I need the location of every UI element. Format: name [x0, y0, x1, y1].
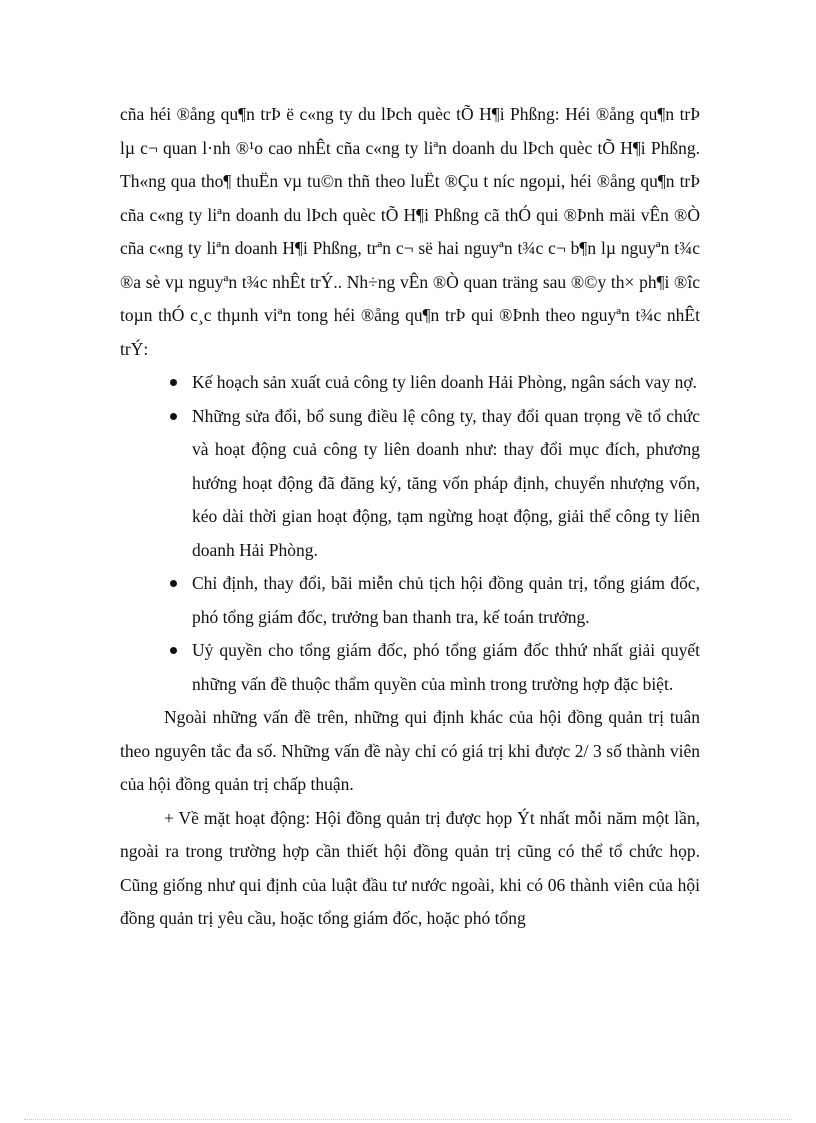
- bullet-item-appointments: [192, 567, 700, 634]
- bullet-text: Chỉ định, thay đổi, bãi miễn chủ tịch hội đồng quản trị, tổng giám đốc, phó tổng giám đốc, trưởng ban thanh tra, kế toán trưởng.: [192, 573, 700, 627]
- bullet-text: Kế hoạch sản xuất cuả công ty liên doanh Hải Phòng, ngân sách vay nợ.: [192, 372, 697, 392]
- bullet-item-production-plan: [192, 366, 700, 400]
- bullet-dot-icon: [170, 379, 177, 386]
- bullet-dot-icon: [170, 580, 177, 587]
- bullet-dot-icon: [170, 647, 177, 654]
- paragraph-activity: + Về mặt hoạt động: Hội đồng quản trị được họp Ýt nhất mỗi năm một lần, ngoài ra trong trường hợp cần thiết hội đồng quản trị cũng có thể tổ chức họp. Cũng giống như qui định của luật đầu tư nước ngoài, khi có 06 thành viên của hội đồng quản trị yêu cầu, hoặc tổng giám đốc, hoặc phó tổng: [120, 807, 700, 928]
- bullet-text: Những sửa đổi, bổ sung điều lệ công ty, thay đổi quan trọng về tổ chức và hoạt động cuả công ty liên doanh như: thay đổi mục đích, phương hướng hoạt động đã đăng ký, tăng vốn pháp định, chuyển nhượng vốn, kéo dài thời gian hoạt động, tạm ngừng hoạt động, giải thể công ty liên doanh Hải Phòng.: [192, 405, 700, 560]
- paragraph-majority: Ngoài những vấn đề trên, những qui định khác của hội đồng quản trị tuân theo nguyên tắc đa số. Những vấn đề này chỉ có giá trị khi được 2/ 3 số thành viên của hội đồng quản trị chấp thuận.: [120, 707, 700, 794]
- document-body: [120, 98, 700, 936]
- bullet-text: Uỷ quyền cho tổng giám đốc, phó tổng giám đốc thhứ nhất giải quyết những vấn đề thuộc thẩm quyền của mình trong trường hợp đặc biệt.: [192, 640, 700, 694]
- bullet-list: [120, 366, 700, 701]
- page-bottom-divider: [24, 1119, 792, 1120]
- paragraph-intro: cña héi ®ång qu¶n trÞ ë c«ng ty du lÞch quèc tÕ H¶i Phßng: Héi ®ång qu¶n trÞ lµ c¬ quan l·nh ®¹o cao nhÊt cña c«ng ty liªn doanh du lÞch quèc tÕ H¶i Phßng. Th«ng qua tho¶ thuËn vµ tu©n thñ theo luËt ®Çu t níc ngoµi, héi ®ång qu¶n trÞ cña c«ng ty liªn doanh du lÞch quèc tÕ H¶i Phßng cã thÓ qui ®Þnh mäi vÊn ®Ò cña c«ng ty liªn doanh H¶i Phßng, trªn c¬ së hai nguyªn t¾c c¬ b¶n lµ nguyªn t¾c ®a sè vµ nguyªn t¾c nhÊt trÝ.. Nh÷ng vÊn ®Ò quan träng sau ®©y th× ph¶i ®îc toµn thÓ c¸c thµnh viªn tong héi ®ång qu¶n trÞ qui ®Þnh theo nguyªn t¾c nhÊt trÝ:: [120, 104, 700, 359]
- bullet-item-delegation: [192, 634, 700, 701]
- bullet-dot-icon: [170, 413, 177, 420]
- bullet-item-charter-amendments: [192, 400, 700, 568]
